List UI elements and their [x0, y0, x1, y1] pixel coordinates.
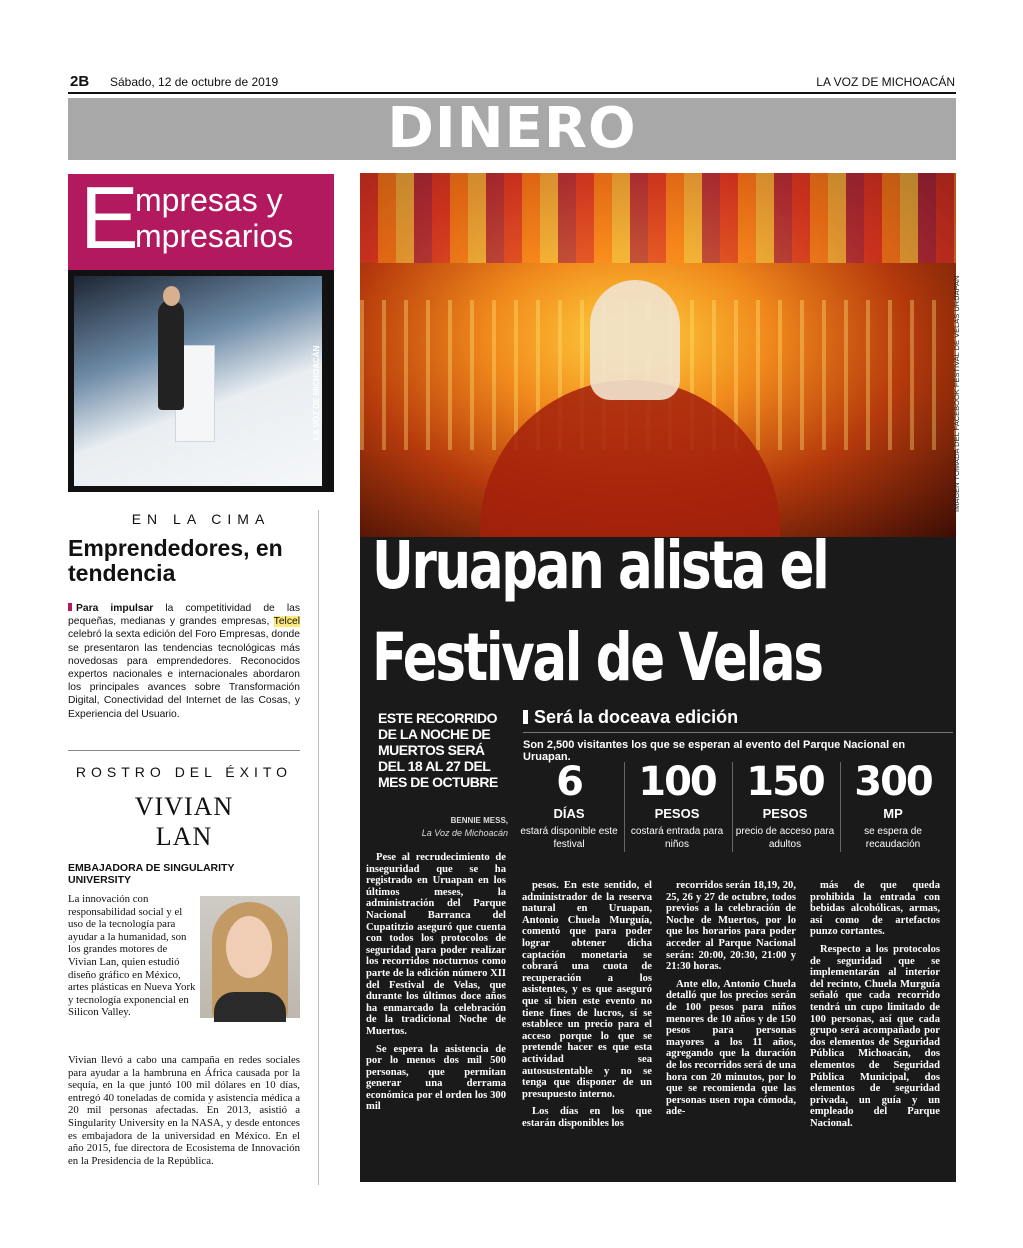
subhead-rule	[523, 732, 953, 733]
main-photo-credit: IMAGEN TOMADA DEL FACEBOOK FESTIVAL DE VELAS URUAPAN	[952, 275, 961, 512]
photo-credit-vertical: LA VOZ DE MICHOACÁN	[312, 345, 321, 440]
portrait-shirt	[214, 992, 286, 1022]
bullet-mark	[68, 603, 72, 611]
story-column-3: recorridos serán 18,19, 20, 25, 26 y 27 de octubre, todos previos a la celebración de Noche de Muertos, por lo que los horarios para poder acceder al Parque Nacional serán: 20:00, 20:30, 21:00 y 21:30 horas. Ante ello, Antonio Chuela detalló que los precios serán de 100 pesos para niños menores de 10 años y de 150 pesos para personas mayores a los 11 años, agregando que la duración de los recorridos será de una hora con 20 minutos, por lo que se recomienda que las personas usen ropa cómoda, ade-	[666, 880, 796, 1118]
story-deck: ESTE RECORRIDO DE LA NOCHE DE MUERTOS SERÁ DEL 18 AL 27 DEL MES DE OCTUBRE	[378, 710, 498, 790]
kicker-rostro-del-exito: ROSTRO DEL ÉXITO	[75, 764, 293, 780]
stat-adult-price: 150 PESOS precio de acceso para adultos	[735, 759, 835, 850]
byline-outlet: La Voz de Michoacán	[421, 828, 508, 838]
empresas-badge-initial: E	[80, 168, 139, 267]
stat-days: 6 DÍAS estará disponible este festival	[520, 759, 618, 850]
byline-author: BENNIE MESS,	[450, 816, 508, 825]
kicker-en-la-cima: EN LA CIMA	[131, 511, 271, 527]
catrina-figure	[590, 280, 680, 400]
column-divider	[318, 510, 319, 1185]
newspaper-name: LA VOZ DE MICHOACÁN	[816, 75, 955, 89]
profile-role: EMBAJADORA DE SINGULARITY UNIVERSITY	[68, 862, 235, 886]
papel-picado-bunting	[360, 173, 956, 263]
empresas-badge-line1: mpresas y	[135, 182, 283, 218]
brief-headline: Emprendedores, en tendencia	[68, 535, 283, 586]
header-rule	[68, 92, 956, 94]
portrait-face	[226, 916, 272, 978]
story-subhead: Será la doceava edición	[523, 707, 943, 728]
profile-paragraph-1: La innovación con responsabilidad social y el uso de la tecnología para ayudar a la humanidad, son los grandes motores de Vivian Lan, quien estudió diseño gráfico en México, artes plásticas en Nueva York y tecnología exponencial en Silicon Valley.	[68, 893, 196, 1019]
stat-child-price: 100 PESOS costará entrada para niños	[630, 759, 724, 850]
profile-paragraph-2: Vivian llevó a cabo una campaña en redes sociales para ayudar a la hambruna en África causada por la sequía, en la que juntó 100 mil dólares en 10 días, entregó 40 toneladas de comida y asistencia médica a 20 mil personas afectadas. En 2013, asistió a Singularity University en la NASA, y desde entonces es embajadora de la universidad en México. En el año 2015, fue directora de Ecosistema de Innovación en la Presidencia de la República.	[68, 1054, 300, 1167]
subhead-mark	[523, 710, 528, 724]
story-column-4: más de que queda prohibida la entrada con bebidas alcohólicas, armas, así como de artefactos punzo cortantes. Respecto a los protocolos de seguridad que se implementarán al interior del recinto, Chuela Murguía señaló que cada recorrido tendrá un cupo limitado de 100 personas, así que cada grupo será acompañado por dos elementos de Seguridad Pública Michoacán, dos elementos de Seguridad Pública Municipal, dos elementos de seguridad privada, un guía y un empleado del Parque Nacional.	[810, 880, 940, 1129]
main-headline: Uruapan alista el Festival de Velas	[372, 527, 828, 696]
column-rule	[68, 750, 300, 751]
story-dek: Son 2,500 visitantes los que se esperan al evento del Parque Nacional en Uruapan.	[523, 739, 906, 763]
section-title: DINERO	[68, 98, 956, 160]
story-column-2: pesos. En este sentido, el administrador de la reserva natural en Uruapan, Antonio Chuela Murguía, comentó que para poder lograr obtener dicha captación monetaria se cobrará una cuota de recuperación a los asistentes, y es que aseguró que si bien este evento no tiene fines de lucros, sí se establece un precio para el acceso porque lo que se pretende hacer es que esta actividad sea autosustentable y no se tenga que disponer de un presupuesto interno. Los días en los que estarán disponibles los	[522, 880, 652, 1129]
profile-name: VIVIAN LAN	[134, 792, 234, 851]
brief-body: Para impulsar la competitividad de las pequeñas, medianas y grandes empresas, Telcel celebró la sexta edición del Foro Empresas, donde se presentaron las tendencias tecnológicas más novedosas para emprendedores. Reconocidos expertos nacionales e internacionales abordaron los principales avances sobre Transformación Digital, Conectividad del Internet de las Cosas, y Experiencia del Usuario.	[68, 603, 300, 720]
issue-date: Sábado, 12 de octubre de 2019	[110, 75, 279, 89]
page-number: 2B	[70, 73, 90, 90]
stat-revenue: 300 MP se espera de recaudación	[854, 759, 932, 850]
story-column-1: Pese al recrudecimiento de inseguridad que se ha registrado en Uruapan en los últimos meses, la administración del Parque Nacional Barranca del Cupatitzio aseguró que cuenta con todos los protocolos de seguridad para poder realizar los recorridos nocturnos como parte de la edición número XII del Festival de Velas, que durante los últimos doce años ha enmarcado la celebración de la tradicional Noche de Muertos. Se espera la asistencia de por lo menos dos mil 500 personas, que permitan generar una derrama económica por el orden los 300 mil	[366, 852, 506, 1113]
brand-highlight: Telcel	[273, 616, 300, 628]
speaker-figure	[158, 300, 184, 410]
empresas-badge-line2: mpresarios	[135, 218, 294, 254]
speaker-head	[163, 286, 180, 306]
